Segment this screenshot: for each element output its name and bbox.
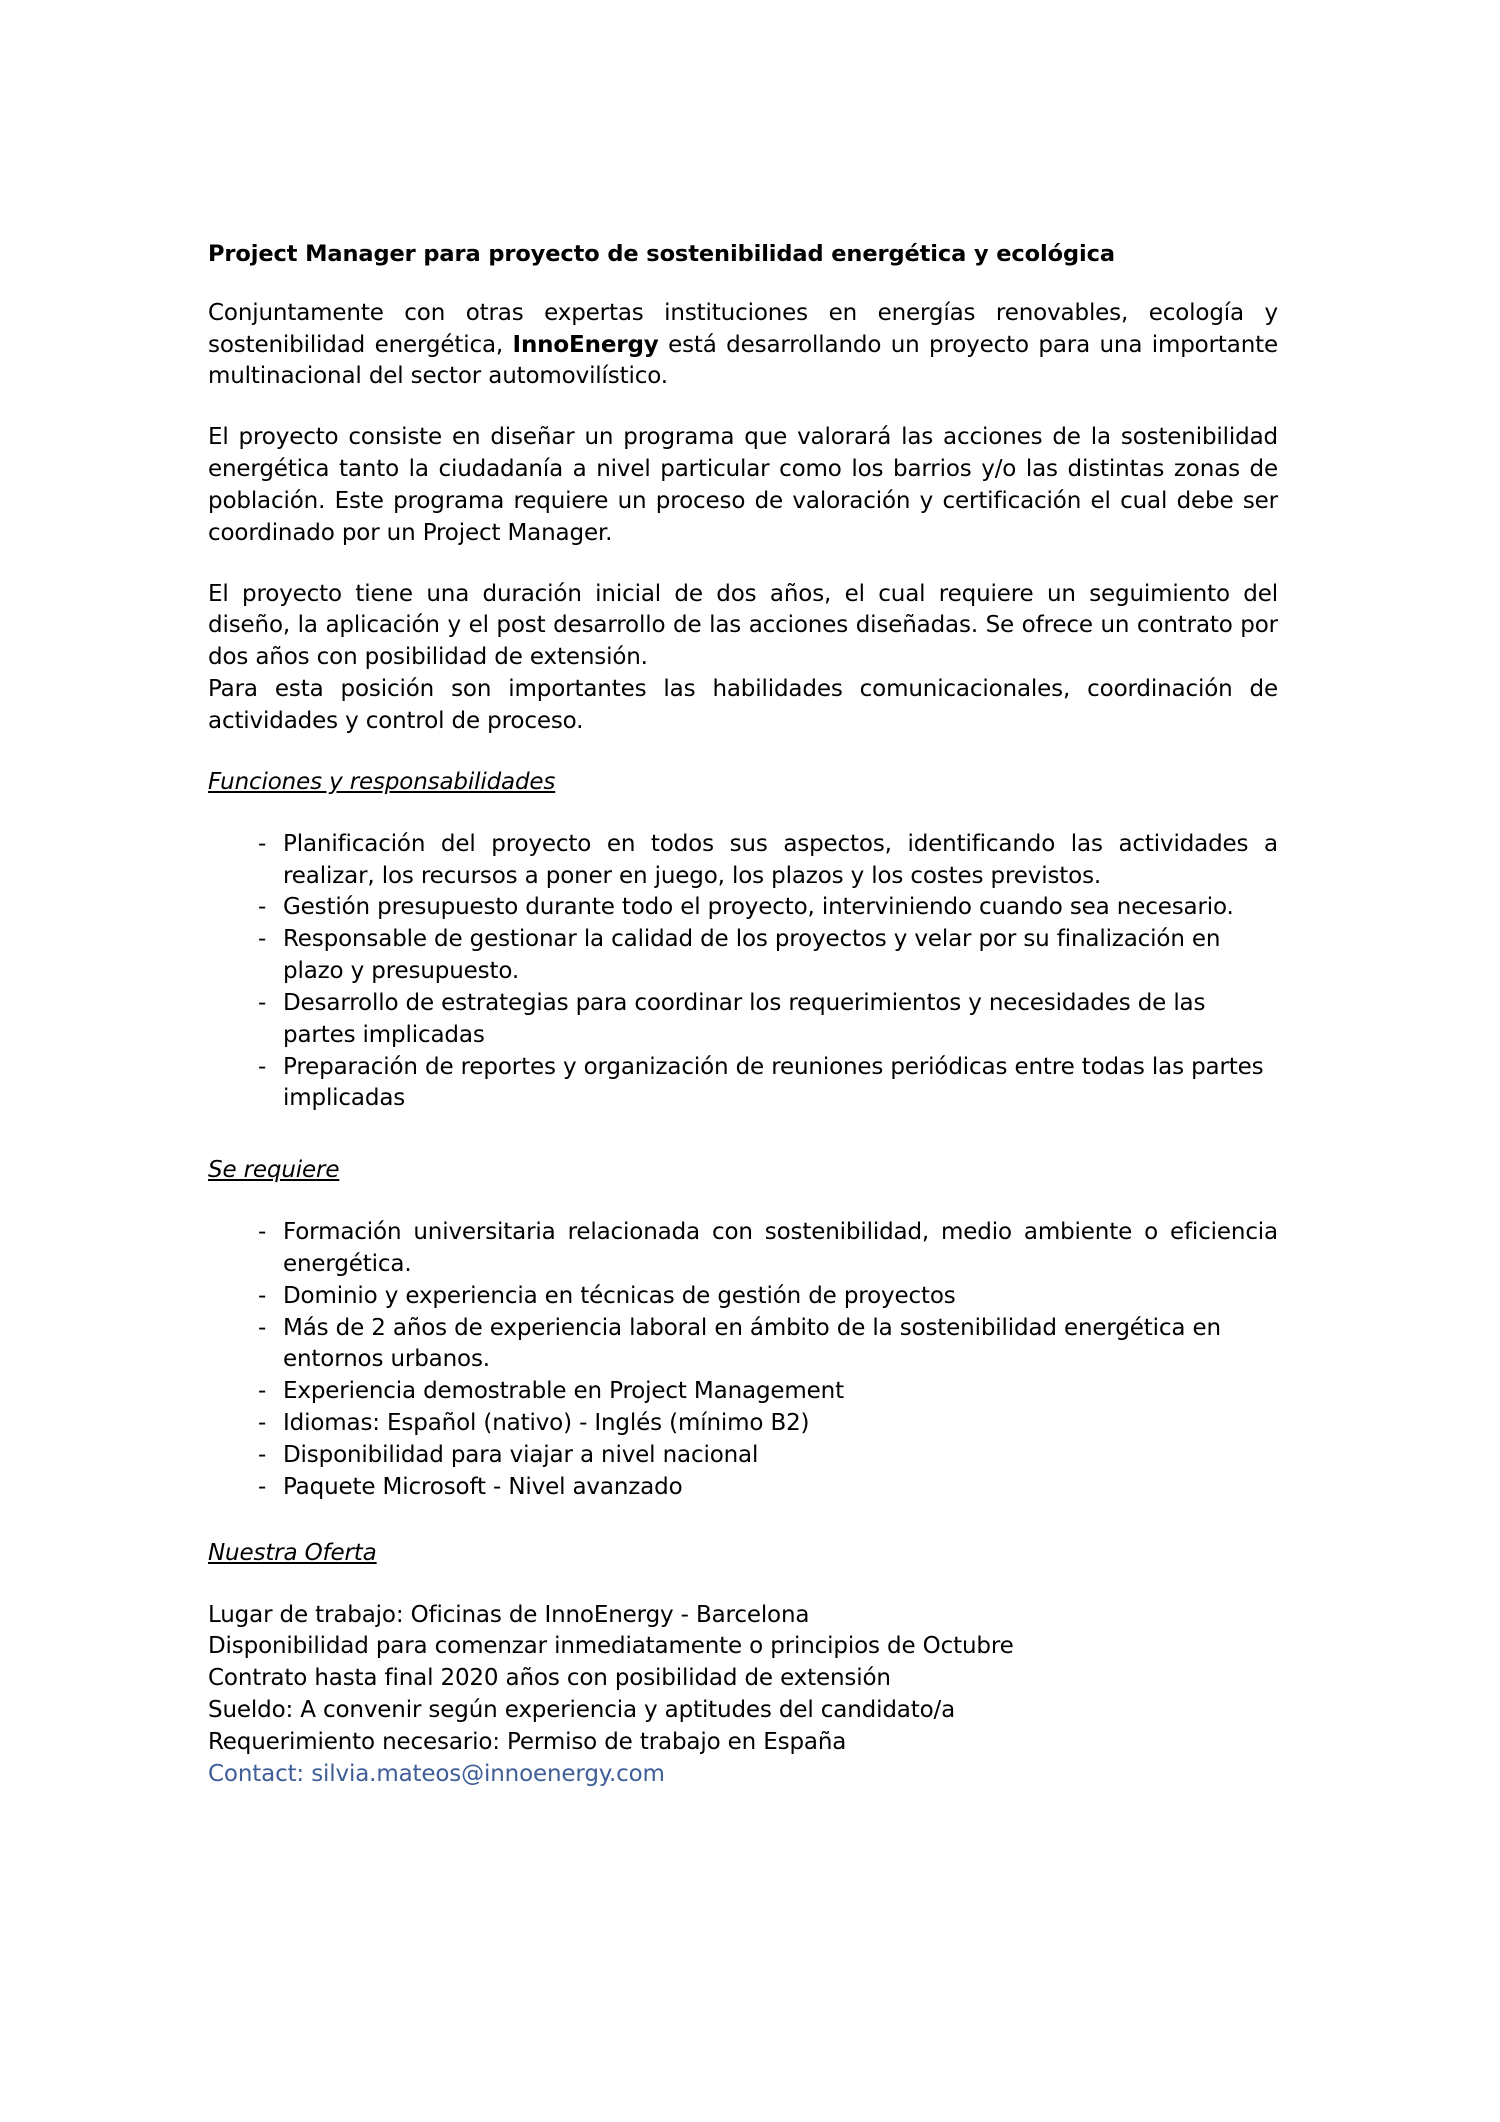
list-item-text: Responsable de gestionar la calidad de los proyectos y velar por su finalización en plazo y presupuesto. [283, 926, 1221, 985]
list-item-text: Desarrollo de estrategias para coordinar los requerimientos y necesidades de las partes implicadas [283, 989, 1206, 1048]
intro-text-part2: está desarrollando un proyecto para una importante multinacional del sector automovilístico. [208, 331, 1278, 390]
list-item-text: Planificación del proyecto en todos sus aspectos, identificando las actividades a realizar, los recursos a poner en juego, los plazos y los costes previstos. [283, 830, 1278, 889]
list-item [208, 988, 1278, 1052]
requisitos-list [208, 1217, 1278, 1504]
offer-details [208, 1600, 1278, 1791]
dash-bullet-icon: - [258, 1410, 267, 1437]
page-title: Project Manager para proyecto de sostenibilidad energética y ecológica [208, 241, 1115, 267]
project-duration-paragraph: El proyecto tiene una duración inicial de dos años, el cual requiere un seguimiento del diseño, la aplicación y el post desarrollo de las acciones diseñadas. Se ofrece un contrato por dos años con posibilidad de extensión. [208, 580, 1278, 671]
section-heading-nuestra-oferta: Nuestra Oferta [208, 1539, 377, 1566]
list-item [208, 1281, 1278, 1313]
dash-bullet-icon: - [258, 1314, 267, 1341]
dash-bullet-icon: - [258, 830, 267, 857]
funciones-list [208, 829, 1278, 1116]
offer-line-contract: Contrato hasta final 2020 años con posibilidad de extensión [208, 1665, 891, 1692]
contact-email-link[interactable]: Contact: silvia.mateos@innoenergy.com [208, 1760, 665, 1787]
list-item-text: Preparación de reportes y organización de reuniones periódicas entre todas las partes implicadas [283, 1053, 1264, 1112]
offer-line-requirement: Requerimiento necesario: Permiso de trabajo en España [208, 1728, 847, 1755]
section-heading-se-requiere: Se requiere [208, 1157, 340, 1184]
list-item-text: Más de 2 años de experiencia laboral en ámbito de la sostenibilidad energética en entornos urbanos. [283, 1314, 1221, 1373]
dash-bullet-icon: - [258, 1219, 267, 1246]
list-item [208, 1376, 1278, 1408]
dash-bullet-icon: - [258, 894, 267, 921]
dash-bullet-icon: - [258, 989, 267, 1016]
list-item-text: Paquete Microsoft - Nivel avanzado [283, 1473, 683, 1500]
list-item-text: Gestión presupuesto durante todo el proyecto, interviniendo cuando sea necesario. [283, 894, 1234, 921]
list-item [208, 1052, 1278, 1116]
list-item [208, 829, 1278, 893]
list-item-text: Disponibilidad para viajar a nivel nacional [283, 1442, 759, 1468]
offer-line-location: Lugar de trabajo: Oficinas de InnoEnergy - Barcelona [208, 1601, 810, 1628]
list-item [208, 1217, 1278, 1281]
section-heading-funciones: Funciones y responsabilidades [208, 768, 556, 795]
list-item-text: Experiencia demostrable en Project Management [283, 1378, 844, 1405]
list-item [208, 1472, 1278, 1504]
dash-bullet-icon: - [258, 1282, 267, 1309]
spacer [208, 1115, 1278, 1155]
list-item [208, 892, 1278, 924]
dash-bullet-icon: - [258, 1442, 267, 1468]
document-body [208, 240, 1278, 1791]
intro-paragraph [208, 298, 1278, 394]
project-skills-paragraph: Para esta posición son importantes las habilidades comunicacionales, coordinación de actividades y control de proceso. [208, 676, 1278, 734]
list-item [208, 1313, 1278, 1377]
list-item [208, 1440, 1278, 1472]
dash-bullet-icon: - [258, 1473, 267, 1500]
project-description-paragraph: El proyecto consiste en diseñar un programa que valorará las acciones de la sostenibilidad energética tanto la ciudadanía a nivel particular como los barrios y/o las distintas zonas de población. Este programa requiere un proceso de valoración y certificación el cual debe ser coordinado por un Project Manager. [208, 424, 1278, 546]
list-item-text: Idiomas: Español (nativo) - Inglés (mínimo B2) [283, 1410, 810, 1437]
dash-bullet-icon: - [258, 1378, 267, 1405]
offer-line-availability: Disponibilidad para comenzar inmediatamente o principios de Octubre [208, 1633, 1014, 1660]
intro-text-part1: Conjuntamente con otras expertas instituciones en energías renovables, ecología y sostenibilidad energética, [208, 299, 1278, 358]
company-name: InnoEnergy [512, 331, 659, 358]
dash-bullet-icon: - [258, 1053, 267, 1080]
list-item [208, 924, 1278, 988]
offer-line-salary: Sueldo: A convenir según experiencia y aptitudes del candidato/a [208, 1697, 956, 1724]
dash-bullet-icon: - [258, 926, 267, 953]
list-item-text: Dominio y experiencia en técnicas de gestión de proyectos [283, 1282, 956, 1309]
list-item [208, 1408, 1278, 1440]
list-item-text: Formación universitaria relacionada con sostenibilidad, medio ambiente o eficiencia energética. [283, 1219, 1278, 1277]
spacer [208, 1504, 1278, 1538]
